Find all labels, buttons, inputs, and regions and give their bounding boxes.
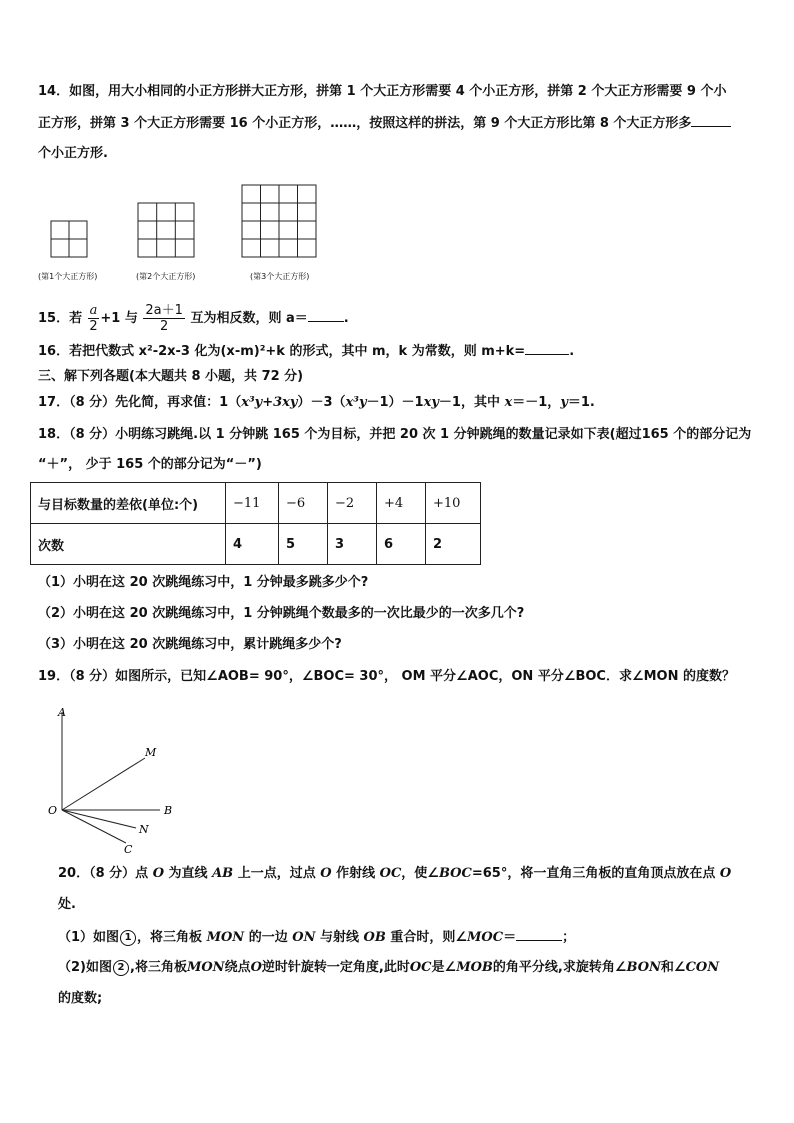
q14-line2-text: 正方形，拼第 3 个大正方形需要 16 个小正方形，……，按照这样的拼法，第 9 个大正方形比第 8 个大正方形多 bbox=[38, 116, 692, 131]
q16-line bbox=[38, 342, 574, 361]
q20-var: BOC bbox=[438, 866, 472, 881]
table-row bbox=[31, 483, 481, 524]
label-O: O bbox=[48, 804, 58, 817]
q20-var: OC bbox=[379, 866, 402, 881]
q19-text: 19．（8 分）如图所示，已知∠AOB= 90°，∠BOC= 30°， OM 平分∠AOC，ON 平分∠BOC．求∠MON 的度数？ bbox=[38, 669, 736, 684]
q18-sub2: （2）小明在这 20 次跳绳练习中，1 分钟跳绳个数最多的一次比最少的一次多几个? bbox=[38, 606, 525, 621]
q20-line1 bbox=[58, 865, 731, 883]
q20-var: O bbox=[320, 866, 332, 881]
q20-line2: 处. bbox=[58, 897, 76, 912]
caption-square-3: (第3个大正方形) bbox=[250, 272, 310, 281]
q20-part: 绕点 bbox=[224, 960, 251, 975]
table-cell: −11 bbox=[226, 483, 279, 524]
q20-answer-blank[interactable] bbox=[516, 928, 562, 941]
q17-var-y: y bbox=[560, 395, 568, 410]
q15-plus: +1 与 bbox=[100, 311, 138, 326]
q15-fraction-1 bbox=[88, 303, 100, 334]
table-cell: +4 bbox=[377, 483, 426, 524]
q20-part: 上一点，过点 bbox=[233, 866, 321, 881]
q17-part: ＝－1， bbox=[512, 395, 561, 410]
q15-end: . bbox=[343, 311, 349, 326]
q17-expr: xy bbox=[423, 395, 439, 410]
frac1-numerator: a bbox=[89, 303, 98, 318]
q20-sub2 bbox=[58, 959, 719, 977]
q20-part: ＝ bbox=[503, 930, 517, 945]
q20-sub2-line2: 的度数; bbox=[58, 991, 103, 1006]
q15-prefix: 15．若 bbox=[38, 311, 83, 326]
ray-OM bbox=[62, 758, 145, 810]
q20-part: 的角平分线,求旋转角∠ bbox=[492, 960, 627, 975]
table-cell: −2 bbox=[328, 483, 377, 524]
q20-var: OB bbox=[363, 930, 386, 945]
q17-part: ＝1. bbox=[567, 395, 595, 410]
q18-line1: 18．（8 分）小明练习跳绳.以 1 分钟跳 165 个为目标，并把 20 次 1 分钟跳绳的数量记录如下表(超过165 个的部分记为 bbox=[38, 427, 752, 442]
label-M: M bbox=[145, 746, 157, 759]
q20-var: BON bbox=[626, 960, 661, 975]
frac1-denominator: 2 bbox=[89, 319, 98, 334]
q20-part: ，将三角板 bbox=[137, 930, 207, 945]
q14-line3: 个小正方形. bbox=[38, 146, 108, 161]
q17-part: －1）－1 bbox=[366, 395, 424, 410]
q20-sub1 bbox=[58, 928, 575, 947]
q16-text: 16．若把代数式 x²-2x-3 化为(x-m)²+k 的形式，其中 m，k 为常数，则 m+k= bbox=[38, 344, 526, 359]
q15-line bbox=[38, 303, 349, 334]
q18-sub1: （1）小明在这 20 次跳绳练习中，1 分钟最多跳多少个? bbox=[38, 575, 369, 590]
q20-var: OC bbox=[409, 960, 432, 975]
table-cell: 3 bbox=[328, 524, 377, 565]
figure-1-circle-icon: 1 bbox=[120, 930, 136, 946]
q15-fraction-2 bbox=[143, 303, 185, 334]
grid-square-1 bbox=[51, 221, 87, 257]
q17-part: ）－3（ bbox=[297, 395, 346, 410]
section-3-title: 三、解下列各题(本大题共 8 小题，共 72 分) bbox=[38, 369, 304, 384]
q20-part: 重合时，则∠ bbox=[385, 930, 468, 945]
q20-var: CON bbox=[685, 960, 720, 975]
label-B: B bbox=[164, 804, 173, 817]
row2-header: 次数 bbox=[31, 524, 226, 565]
table-cell: 6 bbox=[377, 524, 426, 565]
grid-square-3 bbox=[242, 185, 316, 257]
q14-line1: 14．如图，用大小相同的小正方形拼大正方形，拼第 1 个大正方形需要 4 个小正方形，拼第 2 个大正方形需要 9 个小 bbox=[38, 84, 727, 99]
grid-square-2 bbox=[138, 203, 194, 257]
q19-angle-figure bbox=[0, 690, 260, 860]
frac2-denominator: 2 bbox=[160, 319, 169, 334]
figure-2-circle-icon: 2 bbox=[113, 960, 129, 976]
label-A: A bbox=[58, 706, 66, 719]
q20-part: 为直线 bbox=[164, 866, 213, 881]
label-C: C bbox=[124, 843, 133, 856]
row1-header: 与目标数量的差依(单位:个) bbox=[31, 483, 226, 524]
table-row bbox=[31, 524, 481, 565]
q18-line2: “＋”， 少于 165 个的部分记为“－”) bbox=[38, 457, 262, 472]
q20-part: 和∠ bbox=[660, 960, 686, 975]
q15-answer-blank[interactable] bbox=[308, 309, 344, 322]
q20-part: =65°，将一直角三角板的直角顶点放在点 bbox=[471, 866, 720, 881]
q17-part: 17．（8 分）先化简，再求值：1（ bbox=[38, 395, 242, 410]
table-cell: 4 bbox=[226, 524, 279, 565]
ray-ON bbox=[62, 810, 136, 828]
q17-var-x: x bbox=[504, 395, 513, 410]
table-cell: −6 bbox=[279, 483, 328, 524]
q17-expr: x³y+3xy bbox=[241, 395, 298, 410]
q20-part: ； bbox=[562, 930, 576, 945]
q17-line bbox=[38, 394, 595, 412]
frac2-numerator: 2a＋1 bbox=[145, 303, 183, 318]
q20-part: 的一边 bbox=[244, 930, 293, 945]
q20-var: ON bbox=[292, 930, 316, 945]
q16-answer-blank[interactable] bbox=[525, 342, 569, 355]
q20-var: MOB bbox=[456, 960, 493, 975]
q20-part: 是∠ bbox=[431, 960, 457, 975]
q20-var: O bbox=[250, 960, 262, 975]
q20-part: 逆时针旋转一定角度,此时 bbox=[261, 960, 410, 975]
table-cell: +10 bbox=[426, 483, 481, 524]
q20-var: MON bbox=[206, 930, 245, 945]
q18-table bbox=[30, 482, 481, 565]
caption-square-1: (第1个大正方形) bbox=[38, 272, 98, 281]
q20-var: MON bbox=[186, 960, 225, 975]
q20-part: 作射线 bbox=[331, 866, 380, 881]
label-N: N bbox=[139, 823, 149, 836]
q20-part: （1）如图 bbox=[58, 930, 120, 945]
q20-part: （2)如图 bbox=[58, 960, 112, 975]
table-cell: 2 bbox=[426, 524, 481, 565]
q20-var: MOC bbox=[467, 930, 504, 945]
q20-var: O bbox=[152, 866, 165, 881]
q20-part: 与射线 bbox=[315, 930, 364, 945]
ray-OC bbox=[62, 810, 126, 843]
q14-figure bbox=[0, 0, 794, 300]
q20-var: AB bbox=[212, 866, 234, 881]
q18-sub3: （3）小明在这 20 次跳绳练习中，累计跳绳多少个? bbox=[38, 637, 342, 652]
table-cell: 5 bbox=[279, 524, 328, 565]
q17-expr: x³y bbox=[345, 395, 367, 410]
q15-suffix: 互为相反数，则 a＝ bbox=[190, 311, 308, 326]
q20-part: ,将三角板 bbox=[130, 960, 187, 975]
caption-square-2: (第2个大正方形) bbox=[136, 272, 196, 281]
q20-part: ，使∠ bbox=[401, 866, 439, 881]
q16-end: . bbox=[569, 344, 575, 359]
q20-part: 20．（8 分）点 bbox=[58, 866, 153, 881]
q17-part: －1，其中 bbox=[438, 395, 505, 410]
q20-var: O bbox=[719, 866, 732, 881]
